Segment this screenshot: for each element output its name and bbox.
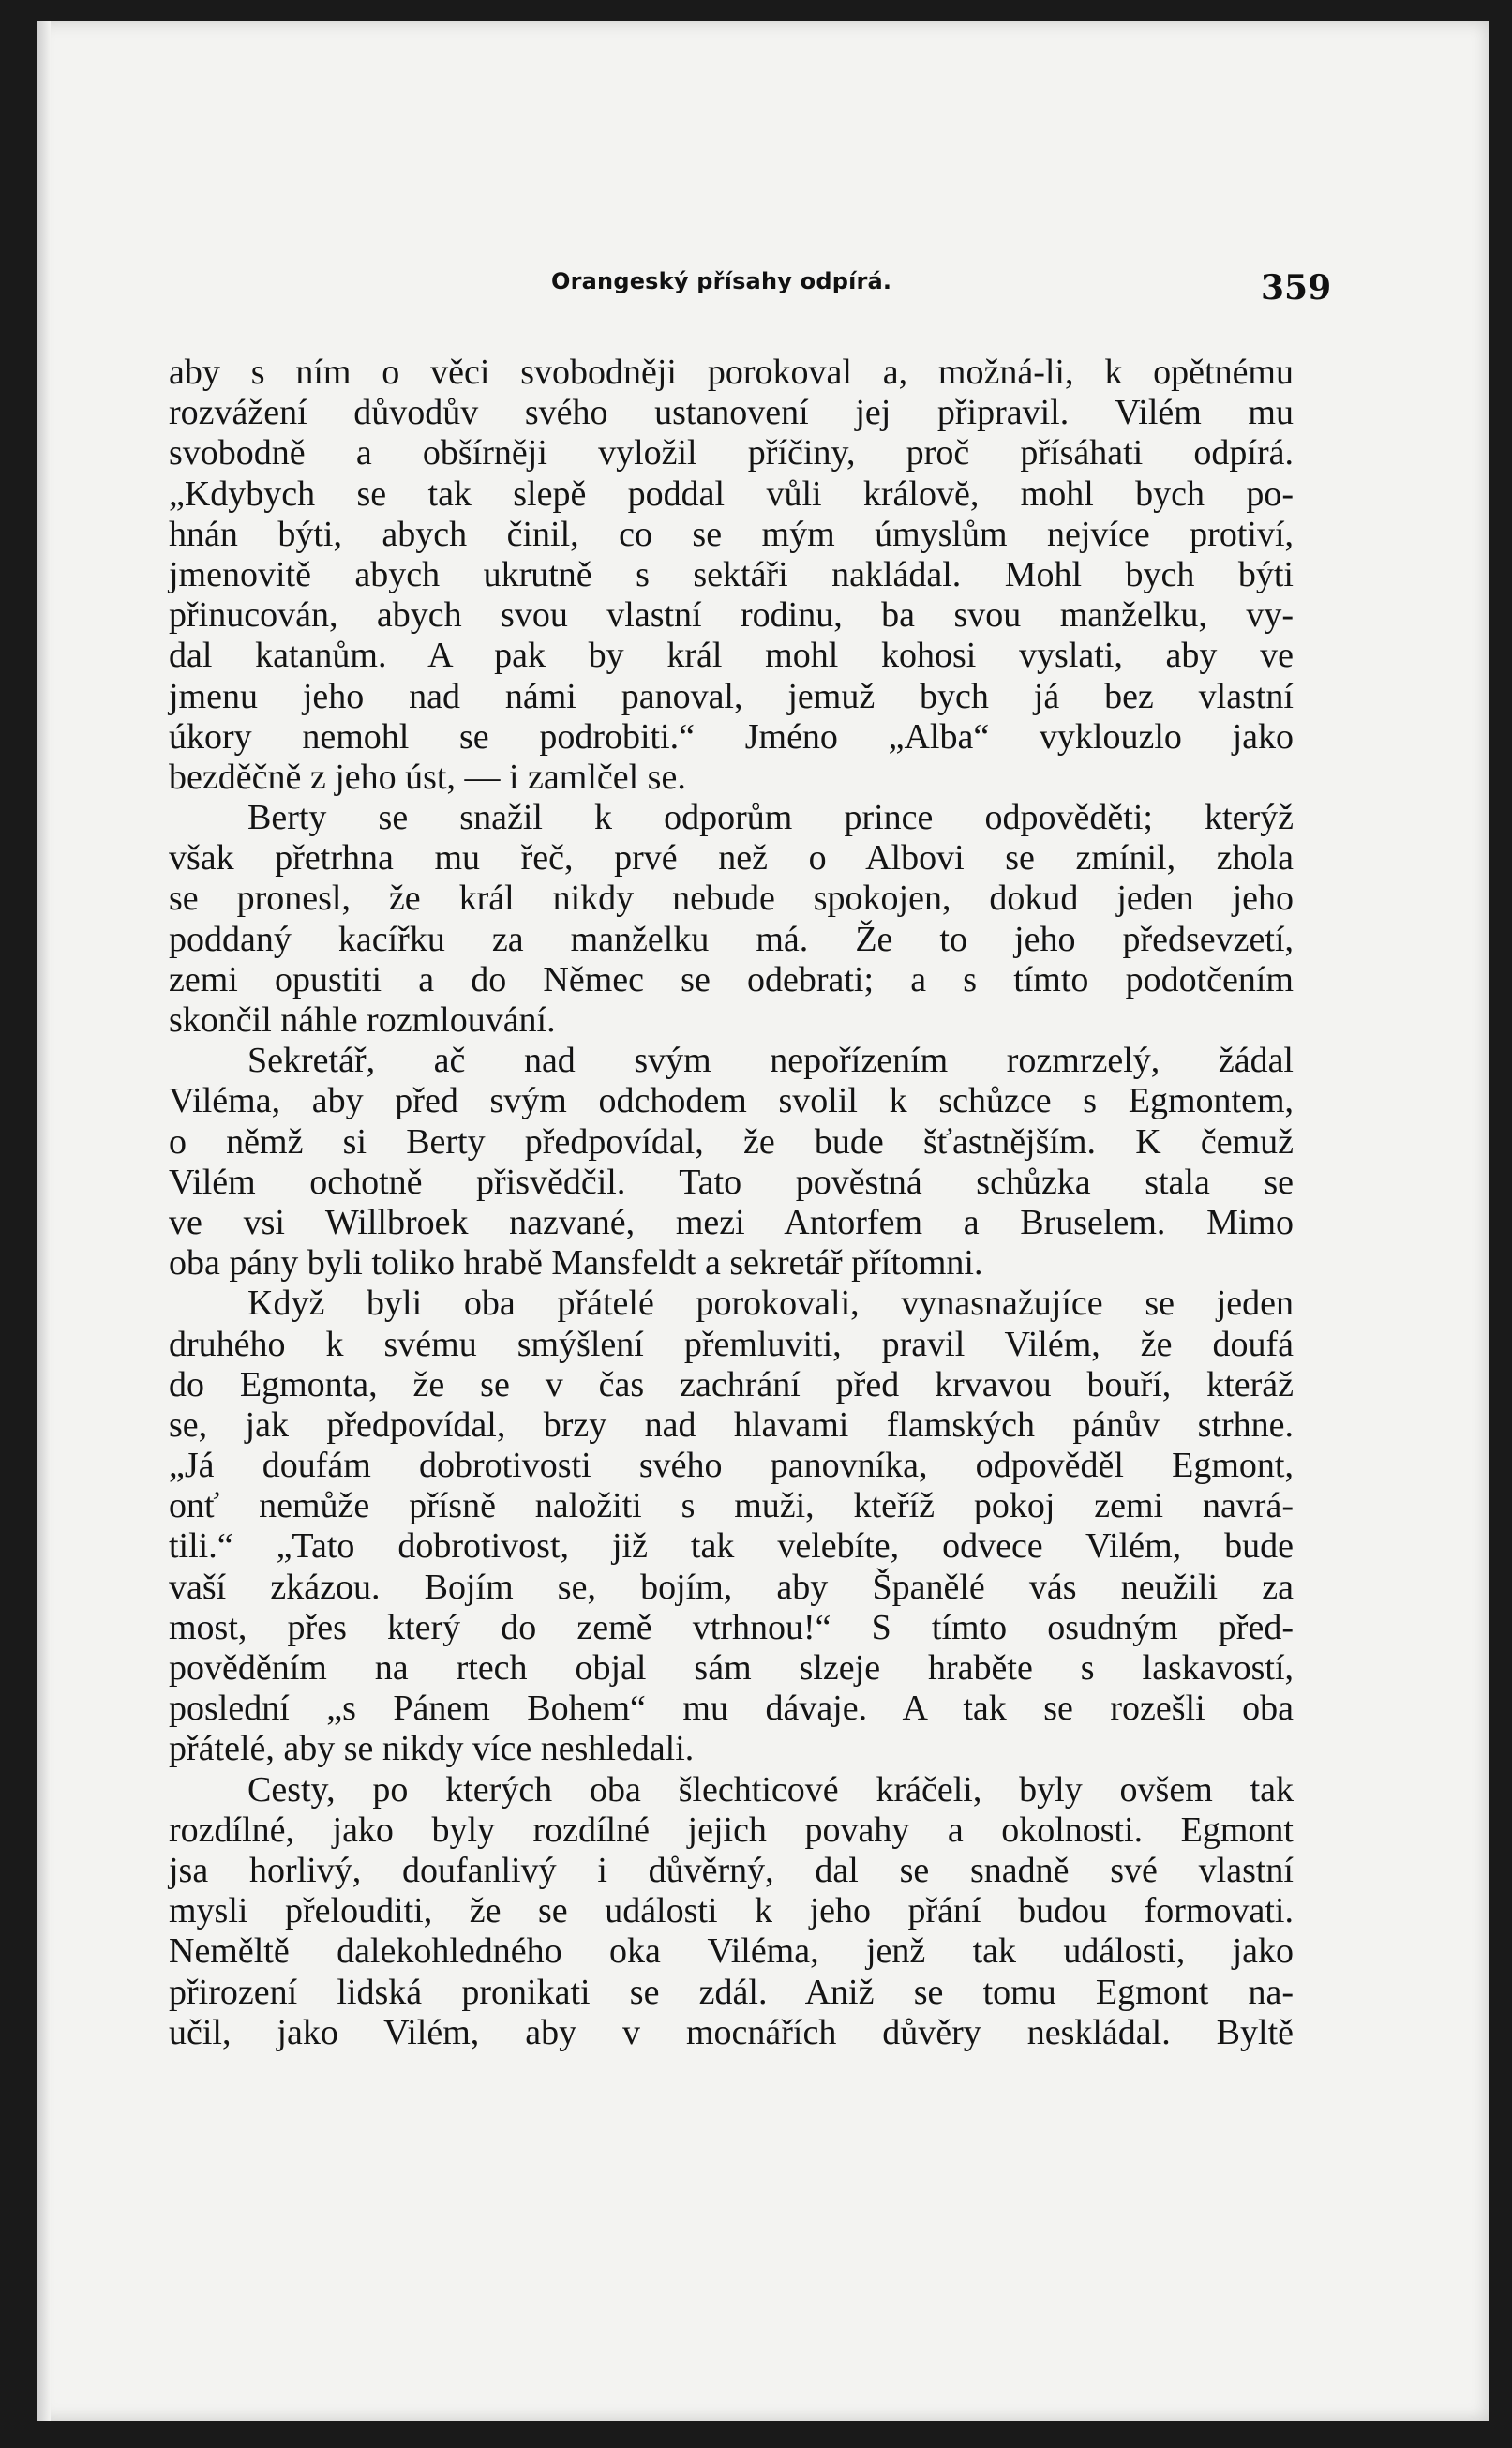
text-line: se pronesl, že král nikdy nebude spokojen, dokud jeden jeho — [169, 879, 1294, 919]
text-line: skončil náhle rozmlouvání. — [169, 1000, 556, 1040]
text-line: onť nemůže přísně naložiti s muži, kteříž pokoj zemi navrá- — [169, 1486, 1294, 1526]
text-line: aby s ním o věci svobodněji porokoval a, možná-li, k opětnému — [169, 353, 1294, 392]
text-line: hnán býti, abych činil, co se mým úmyslům nejvíce protiví, — [169, 514, 1294, 554]
text-line: poddaný kacířku za manželku má. Že to jeho předsevzetí, — [169, 919, 1294, 959]
text-line: oba pány byli toliko hrabě Mansfeldt a sekretář přítomni. — [169, 1243, 983, 1284]
text-line: se, jak předpovídal, brzy nad hlavami flamských pánův strhne. — [169, 1404, 1294, 1445]
text-line: „Já doufám dobrotivosti svého panovníka, odpověděl Egmont, — [169, 1446, 1294, 1486]
text-line: bezděčně z jeho úst, — i zamlčel se. — [169, 757, 686, 797]
text-line: do Egmonta, že se v čas zachrání před krvavou bouří, kteráž — [169, 1364, 1294, 1404]
text-line: přirození lidská pronikati se zdál. Aniž se tomu Egmont na- — [169, 1972, 1294, 2012]
text-line: jsa horlivý, doufanlivý i důvěrný, dal se snadně své vlastní — [169, 1850, 1294, 1890]
text-line: dal katanům. A pak by král mohl kohosi vyslati, aby ve — [169, 636, 1294, 676]
text-line: zemi opustiti a do Němec se odebrati; a s tímto podotčením — [169, 959, 1294, 999]
text-line: tili.“ „Tato dobrotivost, již tak velebíte, odvece Vilém, bude — [169, 1526, 1294, 1567]
text-line: rozdílné, jako byly rozdílné jejich povahy a okolnosti. Egmont — [169, 1810, 1294, 1850]
text-line: Berty se snažil k odporům prince odpověděti; kterýž — [247, 798, 1294, 838]
text-line: „Kdybych se tak slepě poddal vůli královĕ, mohl bych po- — [169, 473, 1294, 514]
text-line: však přetrhna mu řeč, prvé než o Albovi se zmínil, zhola — [169, 838, 1294, 879]
text-line: most, přes který do země vtrhnou!“ S tímto osudným před- — [169, 1607, 1294, 1647]
text-line: jmenovitě abych ukrutně s sektáři nakládal. Mohl bych býti — [169, 554, 1294, 594]
text-line: poslední „s Pánem Bohem“ mu dávaje. A tak se rozešli oba — [169, 1689, 1294, 1729]
text-line: Když byli oba přátelé porokovali, vynasnažujíce se jeden — [247, 1284, 1294, 1324]
text-line: druhého k svému smýšlení přemluviti, pravil Vilém, že doufá — [169, 1324, 1294, 1364]
text-line: pověděním na rtech objal sám slzeje hraběte s laskavostí, — [169, 1648, 1294, 1688]
text-line: přinucován, abych svou vlastní rodinu, ba svou manželku, vy- — [169, 595, 1294, 636]
text-line: Sekretář, ač nad svým nepořízením rozmrzelý, žádal — [247, 1041, 1294, 1081]
text-line: Viléma, aby před svým odchodem svolil k schůzce s Egmontem, — [169, 1081, 1294, 1121]
page-number: 359 — [1261, 268, 1332, 308]
text-line: jmenu jeho nad námi panoval, jemuž bych já bez vlastní — [169, 676, 1294, 716]
running-title: Orangeský přísahy odpírá. — [551, 268, 892, 294]
text-line: svobodně a obšírněji vyložil příčiny, proč přísáhati odpírá. — [169, 433, 1294, 473]
text-line: Neměltě dalekohledného oka Viléma, jenž tak události, jako — [169, 1931, 1294, 1972]
text-line: ve vsi Willbroek nazvané, mezi Antorfem a Bruselem. Mimo — [169, 1202, 1294, 1242]
text-line: Vilém ochotně přisvědčil. Tato pověstná schůzka stala se — [169, 1162, 1294, 1202]
body-text — [169, 353, 1294, 2053]
text-line: vaší zkázou. Bojím se, bojím, aby Španělé vás neužili za — [169, 1567, 1294, 1607]
text-line: přátelé, aby se nikdy více neshledali. — [169, 1729, 695, 1769]
text-line: rozvážení důvodův svého ustanovení jej připravil. Vilém mu — [169, 393, 1294, 433]
text-line: učil, jako Vilém, aby v mocnářích důvěry neskládal. Byltě — [169, 2012, 1294, 2052]
book-page — [37, 21, 1489, 2421]
page-gutter-shadow — [37, 21, 51, 2421]
text-line: o němž si Berty předpovídal, že bude šťastnějším. K čemuž — [169, 1121, 1294, 1162]
text-line: Cesty, po kterých oba šlechticové kráčeli, byly ovšem tak — [247, 1769, 1294, 1810]
text-line: mysli přelouditi, že se události k jeho přání budou formovati. — [169, 1891, 1294, 1931]
text-line: úkory nemohl se podrobiti.“ Jméno „Alba“ vyklouzlo jako — [169, 716, 1294, 757]
